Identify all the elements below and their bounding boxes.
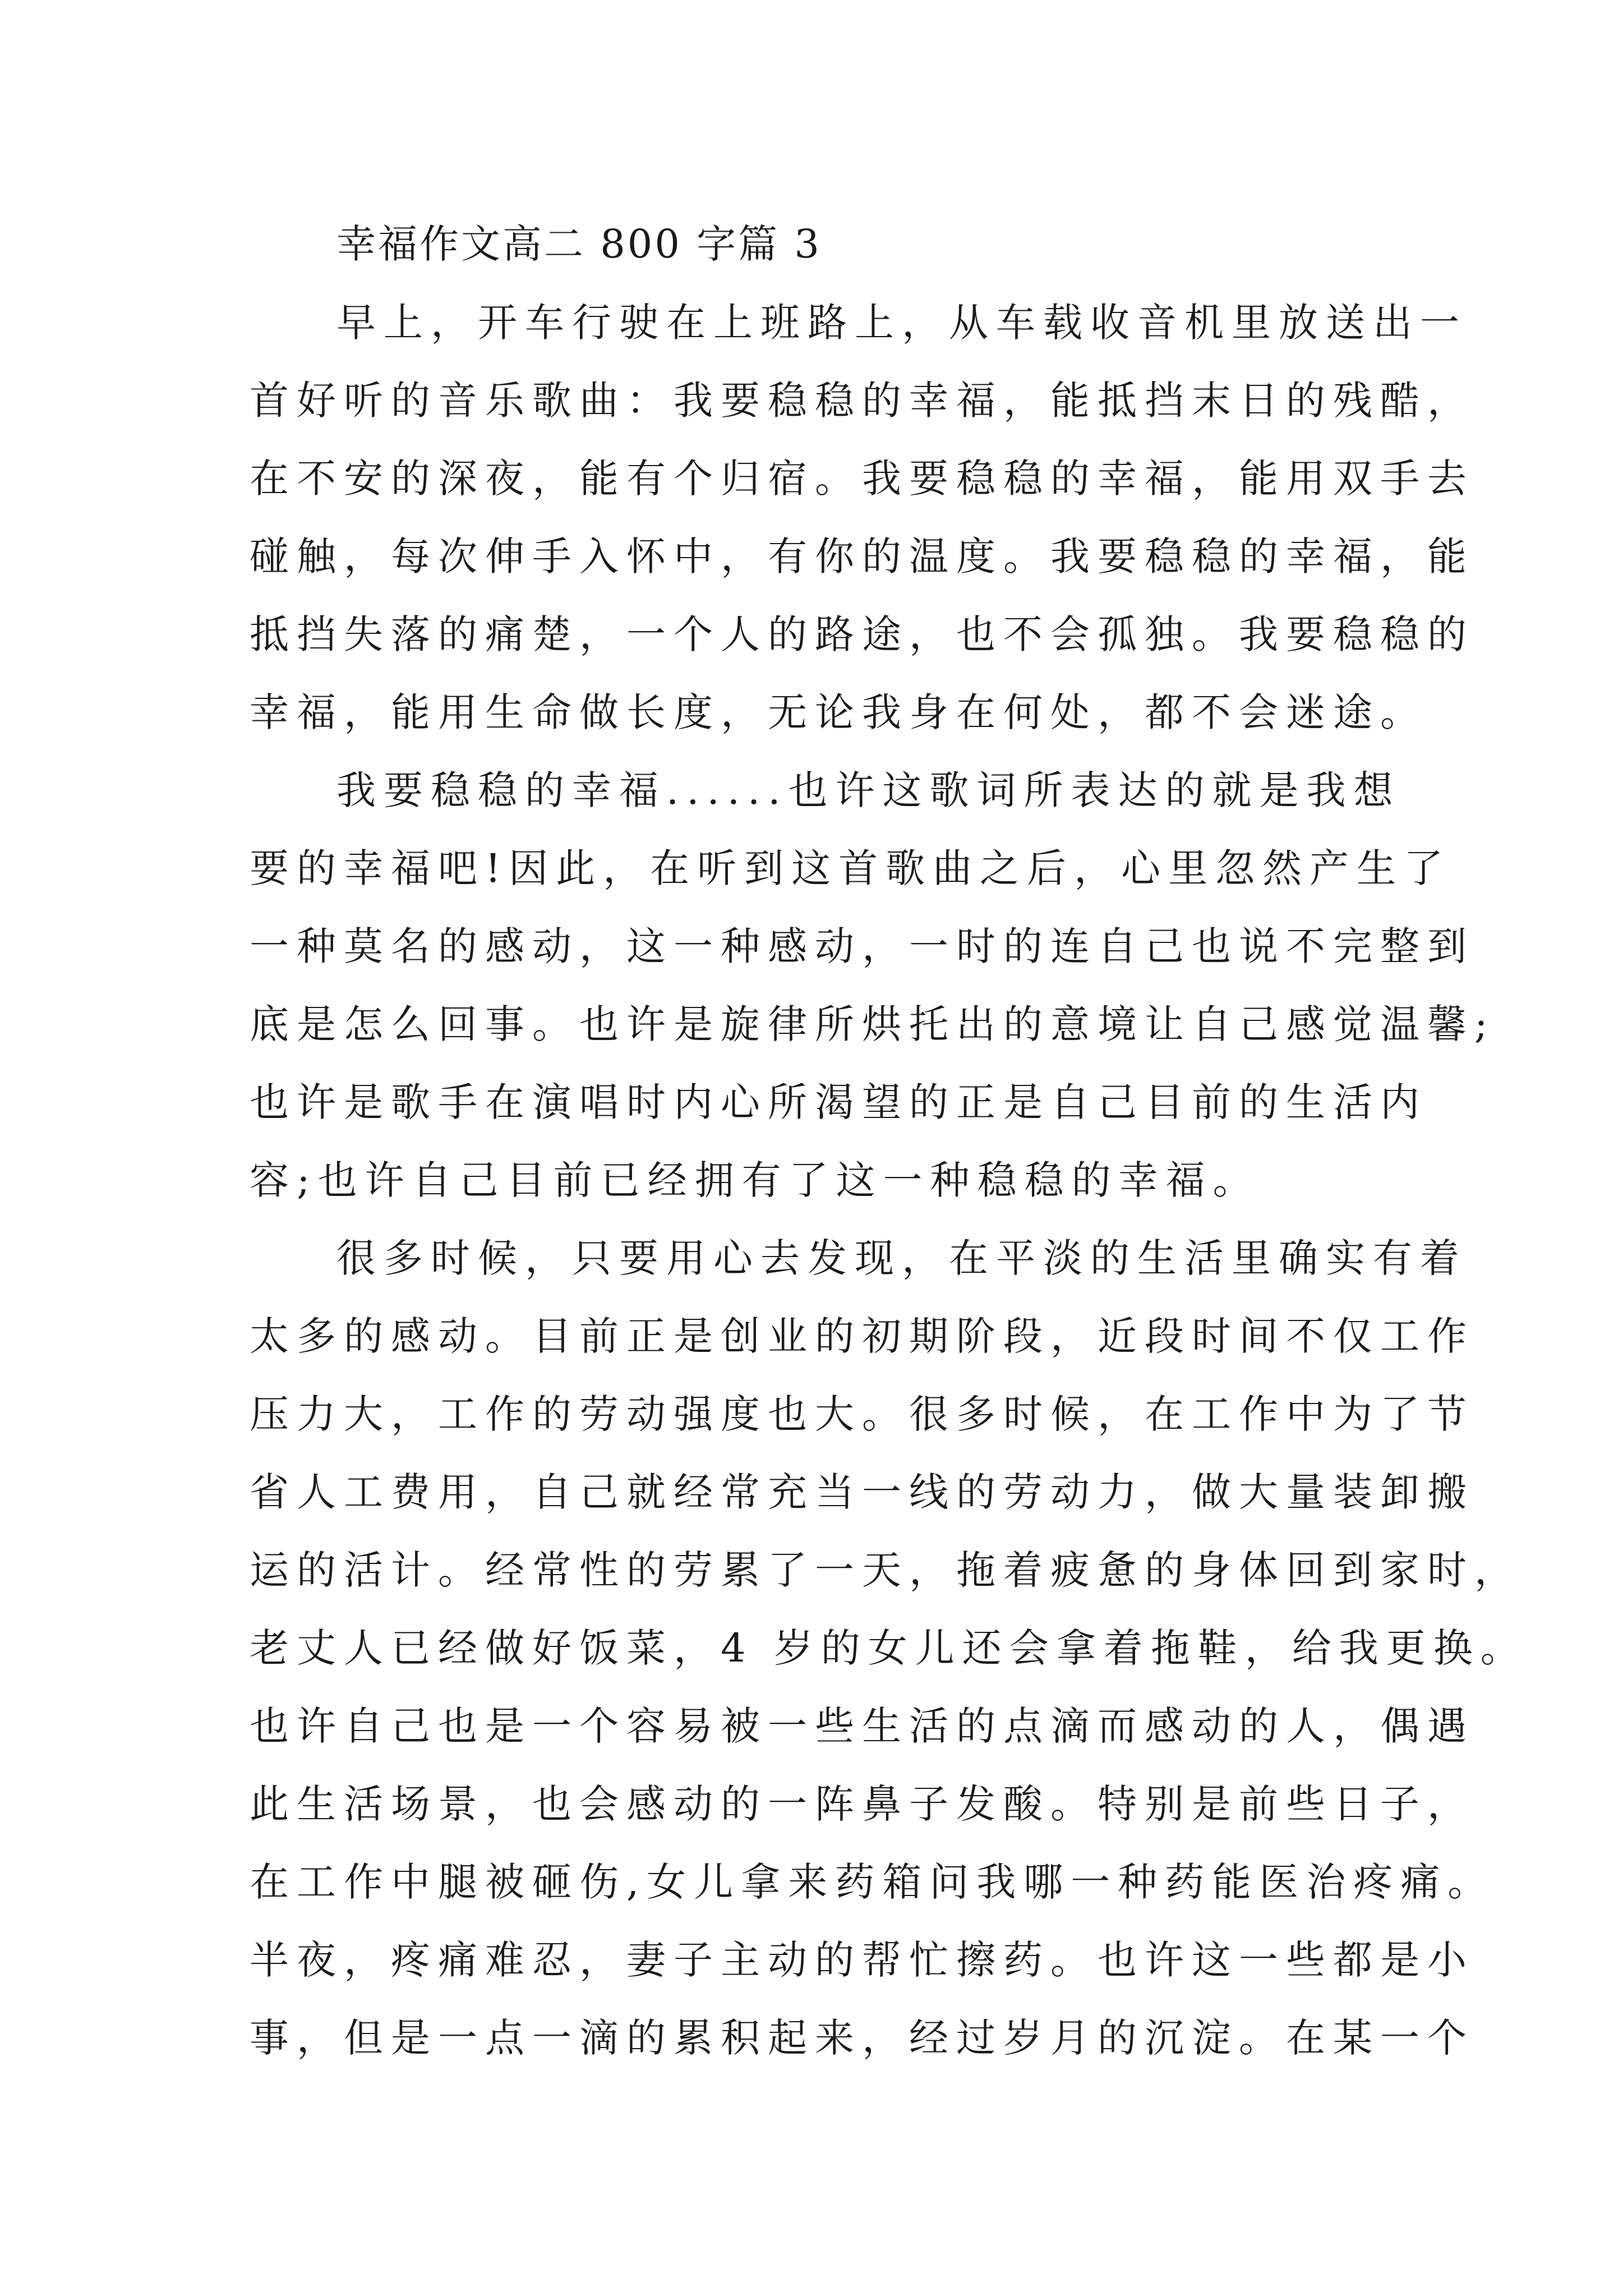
paragraph-3-line-4: 省人工费用，自己就经常充当一线的劳动力，做大量装卸搬 (250, 1469, 1474, 1515)
paragraph-3-line-2: 太多的感动。目前正是创业的初期阶段，近段时间不仅工作 (250, 1313, 1474, 1359)
paragraph-3-line-10: 半夜，疼痛难忍，妻子主动的帮忙擦药。也许这一些都是小 (250, 1937, 1474, 1983)
paragraph-3-line-6: 老丈人已经做好饭菜，4 岁的女儿还会拿着拖鞋，给我更换。 (250, 1625, 1528, 1671)
paragraph-2-line-6: 容;也许自己目前已经拥有了这一种稳稳的幸福。 (250, 1157, 1260, 1203)
paragraph-1-line-1: 早上，开车行驶在上班路上，从车载收音机里放送出一 (336, 300, 1467, 346)
paragraph-3-line-5: 运的活计。经常性的劳累了一天，拖着疲惫的身体回到家时， (250, 1547, 1521, 1593)
paragraph-3-line-3: 压力大，工作的劳动强度也大。很多时候，在工作中为了节 (250, 1391, 1474, 1437)
paragraph-2-line-2: 要的幸福吧!因此，在听到这首歌曲之后，心里忽然产生了 (250, 845, 1451, 891)
paragraph-3-line-9: 在工作中腿被砸伤,女儿拿来药箱问我哪一种药能医治疼痛。 (250, 1859, 1495, 1905)
paragraph-3-line-11: 事，但是一点一滴的累积起来，经过岁月的沉淀。在某一个 (250, 2015, 1474, 2061)
paragraph-3-line-7: 也许自己也是一个容易被一些生活的点滴而感动的人，偶遇 (250, 1703, 1474, 1749)
paragraph-2-line-1: 我要稳稳的幸福......也许这歌词所表达的就是我想 (336, 767, 1401, 813)
paragraph-1-line-5: 抵挡失落的痛楚，一个人的路途，也不会孤独。我要稳稳的 (250, 611, 1474, 657)
paragraph-3-line-1: 很多时候，只要用心去发现，在平淡的生活里确实有着 (336, 1235, 1467, 1281)
essay-title: 幸福作文高二 800 字篇 3 (336, 221, 822, 267)
paragraph-1-line-2: 首好听的音乐歌曲：我要稳稳的幸福，能抵挡末日的残酷， (250, 378, 1474, 424)
paragraph-2-line-3: 一种莫名的感动，这一种感动，一时的连自己也说不完整到 (250, 923, 1474, 969)
paragraph-2-line-5: 也许是歌手在演唱时内心所渴望的正是自己目前的生活内 (250, 1079, 1427, 1125)
paragraph-1-line-6: 幸福，能用生命做长度，无论我身在何处，都不会迷途。 (250, 689, 1427, 735)
paragraph-3-line-8: 此生活场景，也会感动的一阵鼻子发酸。特别是前些日子， (250, 1781, 1474, 1827)
paragraph-1-line-3: 在不安的深夜，能有个归宿。我要稳稳的幸福，能用双手去 (250, 455, 1474, 501)
paragraph-1-line-4: 碰触，每次伸手入怀中，有你的温度。我要稳稳的幸福，能 (250, 533, 1474, 579)
paragraph-2-line-4: 底是怎么回事。也许是旋律所烘托出的意境让自己感觉温馨; (250, 1001, 1496, 1047)
